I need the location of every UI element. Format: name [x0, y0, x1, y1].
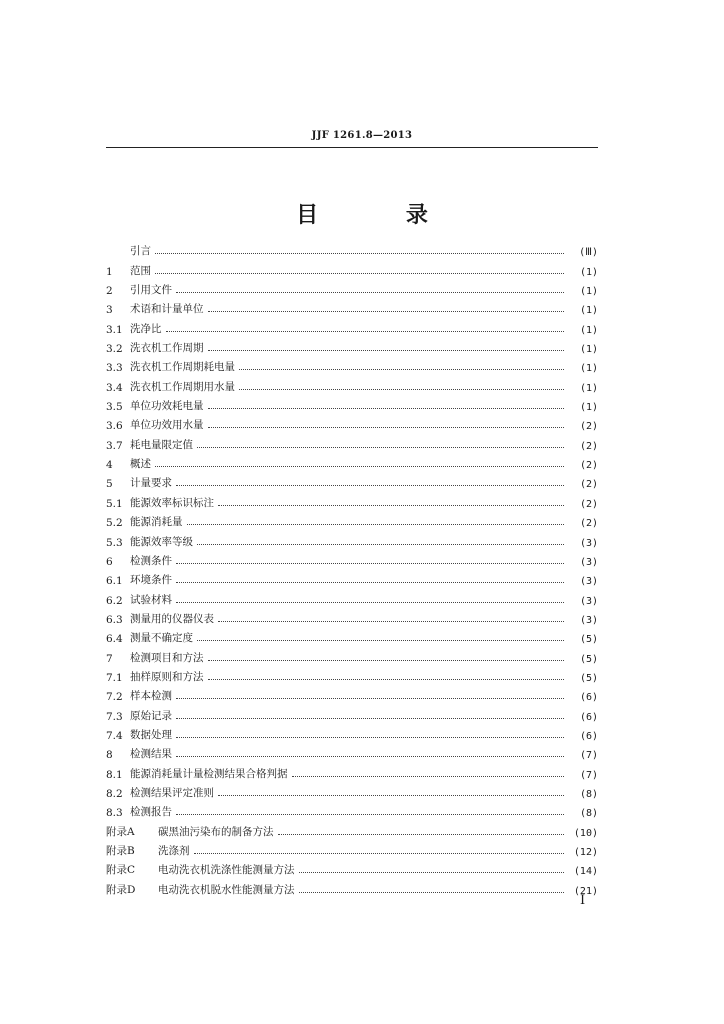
toc-entry[interactable] [106, 684, 598, 703]
toc-dot-leader [155, 466, 564, 467]
toc-entry-page: (1) [579, 266, 598, 278]
toc-entry-label: 单位功效用水量 [130, 419, 204, 432]
toc-entry-label: 能源效率等级 [130, 535, 193, 548]
toc-entry-label: 引用文件 [130, 284, 172, 297]
toc-entry-label: 电动洗衣机洗涤性能测量方法 [158, 864, 295, 877]
toc-dot-leader [194, 853, 565, 854]
toc-entry-number: 8 [106, 749, 113, 762]
toc-entry[interactable] [106, 510, 598, 529]
toc-entry-number: 3.3 [106, 362, 123, 375]
toc-dot-leader [176, 582, 564, 583]
toc-entry-label: 洗净比 [130, 322, 162, 335]
toc-entry-label: 环境条件 [130, 574, 172, 587]
toc-entry[interactable] [106, 703, 598, 722]
toc-entry-page: (6) [579, 692, 598, 704]
toc-dot-leader [208, 427, 565, 428]
toc-entry-page: (5) [579, 634, 598, 646]
toc-entry[interactable] [106, 626, 598, 645]
toc-entry-label: 引言 [130, 245, 151, 258]
toc-entry[interactable] [106, 800, 598, 819]
toc-dot-leader [176, 756, 564, 757]
toc-entry[interactable] [106, 839, 598, 858]
toc-entry[interactable] [106, 781, 598, 800]
toc-entry-number: 2 [106, 285, 113, 298]
toc-entry-label: 洗衣机工作周期用水量 [130, 380, 235, 393]
toc-entry-number: 8.1 [106, 768, 123, 781]
toc-dot-leader [208, 660, 565, 661]
toc-entry-page: (3) [579, 556, 598, 568]
toc-entry-number: 5 [106, 478, 113, 491]
toc-entry-label: 检测结果评定准则 [130, 786, 214, 799]
toc-dot-leader [208, 408, 565, 409]
toc-entry-label: 电动洗衣机脱水性能测量方法 [158, 883, 295, 896]
toc-dot-leader [176, 602, 564, 603]
toc-entry-page: (2) [579, 440, 598, 452]
toc-entry-number: 8.3 [106, 807, 123, 820]
toc-entry-label: 碳黑油污染布的制备方法 [158, 825, 274, 838]
toc-entry-number: 附录D [106, 883, 136, 896]
toc-entry[interactable] [106, 587, 598, 606]
toc-entry[interactable] [106, 278, 598, 297]
document-code: JJF 1261.8—2013 [311, 130, 413, 141]
toc-entry-label: 测量不确定度 [130, 632, 193, 645]
toc-entry-page: (3) [579, 537, 598, 549]
toc-entry-label: 单位功效耗电量 [130, 400, 204, 413]
toc-entry-label: 洗涤剂 [158, 845, 190, 857]
toc-entry-page: (3) [579, 576, 598, 588]
toc-entry-number: 附录C [106, 864, 136, 877]
toc-entry[interactable] [106, 355, 598, 374]
toc-entry-page: (Ⅲ) [579, 247, 598, 259]
toc-entry-number: 附录B [106, 845, 135, 857]
toc-entry-page: (2) [579, 421, 598, 433]
toc-dot-leader [187, 524, 565, 525]
toc-entry-page: (1) [579, 382, 598, 394]
toc-entry-number: 5.1 [106, 497, 123, 510]
toc-entry-number: 7.4 [106, 729, 123, 742]
toc-entry-page: (10) [573, 827, 598, 839]
toc-entry[interactable] [106, 761, 598, 780]
toc-entry-number: 7.2 [106, 691, 123, 704]
toc-entry[interactable] [106, 819, 598, 838]
toc-entry[interactable] [106, 877, 598, 896]
toc-dot-leader [239, 389, 564, 390]
toc-entry[interactable] [106, 568, 598, 587]
toc-dot-leader [197, 544, 564, 545]
toc-entry-label: 能源效率标识标注 [130, 496, 214, 509]
toc-dot-leader [176, 698, 564, 699]
table-of-contents [106, 239, 598, 897]
toc-entry-page: (8) [579, 788, 598, 800]
toc-title: 目 录 [296, 202, 468, 228]
toc-entry-number: 6.3 [106, 613, 123, 626]
toc-dot-leader [218, 621, 564, 622]
toc-entry-page: (7) [579, 769, 598, 781]
toc-entry-number: 3.4 [106, 381, 123, 394]
toc-entry-number: 1 [106, 265, 113, 278]
toc-dot-leader [299, 892, 565, 893]
toc-entry[interactable] [106, 394, 598, 413]
toc-entry-number: 5.2 [106, 517, 123, 530]
toc-entry[interactable] [106, 374, 598, 393]
toc-entry-page: (3) [579, 595, 598, 607]
toc-entry-page: (7) [579, 750, 598, 762]
toc-dot-leader [176, 814, 564, 815]
toc-dot-leader [176, 718, 564, 719]
toc-entry[interactable] [106, 858, 598, 877]
toc-entry-number: 3.6 [106, 420, 123, 433]
toc-entry[interactable] [106, 336, 598, 355]
toc-entry[interactable] [106, 316, 598, 335]
toc-entry-page: (1) [579, 305, 598, 317]
toc-entry-page: (1) [579, 344, 598, 356]
toc-entry-page: (6) [579, 711, 598, 723]
toc-dot-leader [155, 253, 564, 254]
toc-entry-label: 能源消耗量 [130, 516, 183, 529]
toc-entry-page: (12) [573, 847, 598, 858]
toc-entry[interactable] [106, 607, 598, 626]
toc-entry[interactable] [106, 665, 598, 684]
toc-entry[interactable] [106, 413, 598, 432]
toc-entry-page: (2) [579, 518, 598, 530]
toc-entry-label: 检测项目和方法 [130, 651, 204, 664]
toc-entry[interactable] [106, 471, 598, 490]
toc-entry-number: 3.5 [106, 401, 123, 414]
toc-dot-leader [239, 369, 564, 370]
toc-dot-leader [208, 679, 565, 680]
toc-entry[interactable] [106, 529, 598, 548]
toc-entry-label: 样本检测 [130, 690, 172, 703]
toc-entry-number: 3 [106, 304, 113, 317]
toc-dot-leader [208, 350, 565, 351]
toc-entry[interactable] [106, 645, 598, 664]
toc-dot-leader [278, 834, 565, 835]
toc-entry[interactable] [106, 490, 598, 509]
toc-entry-number: 6.1 [106, 575, 123, 588]
page-number: I [580, 893, 586, 908]
toc-dot-leader [218, 795, 564, 796]
toc-entry-label: 概述 [130, 458, 151, 471]
toc-entry[interactable] [106, 258, 598, 277]
toc-entry-label: 试验材料 [130, 593, 172, 606]
toc-entry-label: 范围 [130, 264, 151, 277]
toc-entry-page: (2) [579, 498, 598, 510]
toc-entry-page: (5) [579, 672, 598, 684]
toc-entry-label: 抽样原则和方法 [130, 670, 204, 683]
toc-dot-leader [176, 485, 564, 486]
toc-dot-leader [299, 872, 565, 873]
toc-entry-number: 3.1 [106, 323, 123, 336]
toc-entry-label: 检测结果 [130, 748, 172, 761]
toc-entry-label: 洗衣机工作周期 [130, 342, 204, 355]
toc-dot-leader [176, 737, 564, 738]
toc-dot-leader [176, 563, 564, 564]
toc-entry-number: 6 [106, 555, 113, 568]
toc-dot-leader [176, 292, 564, 293]
toc-entry-page: (6) [579, 730, 598, 742]
toc-entry-page: (2) [579, 479, 598, 491]
toc-dot-leader [218, 505, 564, 506]
toc-entry-label: 术语和计量单位 [130, 303, 204, 316]
toc-entry-page: (3) [579, 614, 598, 626]
toc-entry-label: 能源消耗量计量检测结果合格判据 [130, 767, 288, 780]
toc-entry-number: 6.4 [106, 633, 123, 646]
toc-dot-leader [197, 447, 564, 448]
toc-entry[interactable] [106, 239, 598, 258]
toc-entry[interactable] [106, 549, 598, 568]
toc-entry[interactable] [106, 742, 598, 761]
toc-entry-page: (5) [579, 653, 598, 665]
toc-entry-number: 5.3 [106, 536, 123, 549]
toc-entry-label: 洗衣机工作周期耗电量 [130, 361, 235, 374]
toc-entry-page: (1) [579, 363, 598, 375]
toc-dot-leader [197, 640, 564, 641]
toc-entry-label: 检测条件 [130, 554, 172, 567]
toc-dot-leader [208, 311, 565, 312]
toc-entry-number: 8.2 [106, 787, 123, 800]
toc-entry[interactable] [106, 297, 598, 316]
toc-entry-page: (14) [573, 866, 598, 878]
toc-entry[interactable] [106, 452, 598, 471]
toc-entry-label: 原始记录 [130, 709, 172, 722]
toc-entry-number: 6.2 [106, 594, 123, 607]
toc-entry-page: (21) [573, 885, 598, 897]
toc-entry-page: (1) [579, 402, 598, 414]
toc-entry-label: 耗电量限定值 [130, 438, 193, 451]
toc-entry-number: 7 [106, 652, 113, 665]
toc-entry-number: 4 [106, 459, 113, 472]
toc-dot-leader [155, 273, 564, 274]
toc-entry-page: (1) [579, 324, 598, 336]
toc-entry-page: (8) [579, 808, 598, 820]
toc-entry-page: (2) [579, 460, 598, 472]
toc-entry-label: 测量用的仪器仪表 [130, 612, 214, 625]
toc-dot-leader [292, 776, 565, 777]
toc-entry-number: 7.1 [106, 671, 123, 684]
toc-entry-label: 数据处理 [130, 728, 172, 741]
toc-entry-number: 附录A [106, 825, 135, 838]
toc-entry[interactable] [106, 723, 598, 742]
toc-entry-number: 3.7 [106, 439, 123, 452]
toc-entry-label: 计量要求 [130, 477, 172, 490]
toc-entry-page: (1) [579, 286, 598, 298]
toc-dot-leader [166, 331, 565, 332]
toc-entry-number: 3.2 [106, 343, 123, 356]
toc-entry-label: 检测报告 [130, 806, 172, 819]
header-rule [106, 147, 598, 148]
toc-entry[interactable] [106, 432, 598, 451]
toc-entry-number: 7.3 [106, 710, 123, 723]
